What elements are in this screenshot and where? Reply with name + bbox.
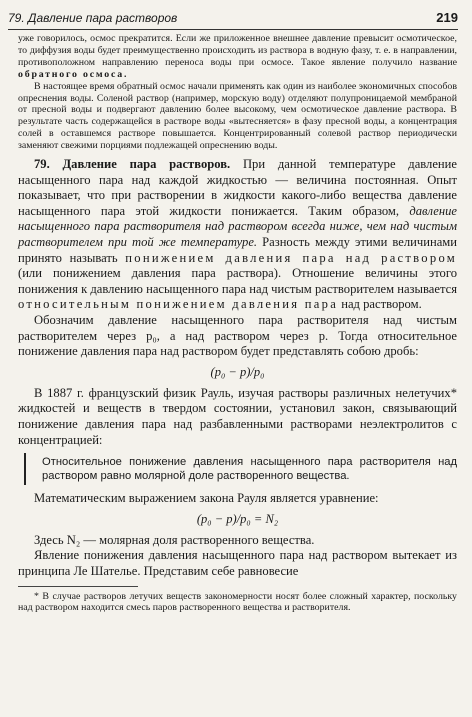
running-header — [8, 9, 458, 30]
section-paragraph-5: Здесь N₂ — молярная доля растворенного вещества. — [34, 532, 315, 547]
formula-relative-lowering: (p₀ − p)/p₀ — [210, 364, 265, 379]
small-paragraph-1: уже говорилось, осмос прекратится. Если же приложенное внешнее давление превысит осмотическое, то диффузия воды будет преимущественно происходить из раствора в водную фазу, т. е. в направлении, противоположном направлению переноса воды при осмосе. Такое явление получило название обратного осмоса. — [18, 33, 457, 80]
footnote: * В случае растворов летучих веществ закономерности носят более сложный характер, поскольку над раствором находится смесь паров растворенного вещества и растворителя. — [18, 590, 457, 614]
section-paragraph-2: Обозначим давление насыщенного пара растворителя над чистым растворителем через p₀, а над раствором через p. Тогда относительное понижение давления пара над раствором будет представлять собою дробь: — [18, 313, 457, 359]
key-statement: давление насыщенного пара растворителя над раствором всегда ниже, чем над чистым растворителем при той же температуре. — [18, 203, 457, 250]
footnote-divider — [18, 586, 138, 587]
page-number: 219 — [436, 10, 458, 25]
term-pressure-lowering: понижением давления пара над раствором — [125, 250, 458, 265]
raoult-law-statement: Относительное понижение давления насыщенного пара растворителя над раствором равно молярной доле растворенного вещества. — [24, 453, 457, 485]
section-heading: 79. Давление пара растворов. — [34, 157, 231, 172]
small-paragraph-2: В настоящее время обратный осмос начали применять как один из наиболее экономичных способов опреснения воды. Соленой раствор (например, морскую воду) отделяют полупроницаемой мембраной от пресной воды и подвергают давлению более высокому, чем осмотическое давление раствора. В результате часть содержащейся в растворе воды «вытесняется» в фазу пресной воды, а концентрация солей в оставшемся растворе повышается. Концентрированный солевой раствор периодически заменяют свежими порциями подлежащей опреснению воды. — [18, 80, 457, 152]
section-paragraph-4: Математическим выражением закона Рауля является уравнение: — [34, 491, 379, 506]
section-paragraph-1: 79. Давление пара растворов. При данной температуре давление насыщенного пара над каждой жидкостью — величина постоянная. Опыт показывает, что при растворении в жидкости какого-либо вещества давление насыщенного пара этой жидкости понижается. Таким образом, давление насыщенного пара растворителя над раствором всегда ниже, чем над чистым растворителем при той же температуре. Разность между этими величинами принято называть понижением давления пара над раствором (или понижением давления пара раствора). Отношение величины этого понижения к давлению насыщенного пара над чистым растворителем называется относительным понижением давления пара над раствором. — [18, 157, 458, 312]
term-relative-lowering: относительным понижением давления пара — [18, 297, 339, 312]
running-title: 79. Давление пара растворов — [8, 11, 178, 25]
page-body — [18, 33, 457, 614]
section-paragraph-6: Явление понижения давления насыщенного пара над раствором вытекает из принципа Ле Шателье. Представим себе равновесие — [18, 548, 457, 578]
term-reverse-osmosis: обратного осмоса. — [18, 68, 129, 80]
formula-raoult-law: (p₀ − p)/p₀ = N₂ — [196, 511, 279, 526]
section-paragraph-3: В 1887 г. французский физик Рауль, изучая растворы различных нелетучих* жидкостей и веществ в твердом состоянии, установил закон, связывающий понижение давления пара над разбавленными растворами неэлектролитов с концентрацией: — [18, 385, 457, 447]
